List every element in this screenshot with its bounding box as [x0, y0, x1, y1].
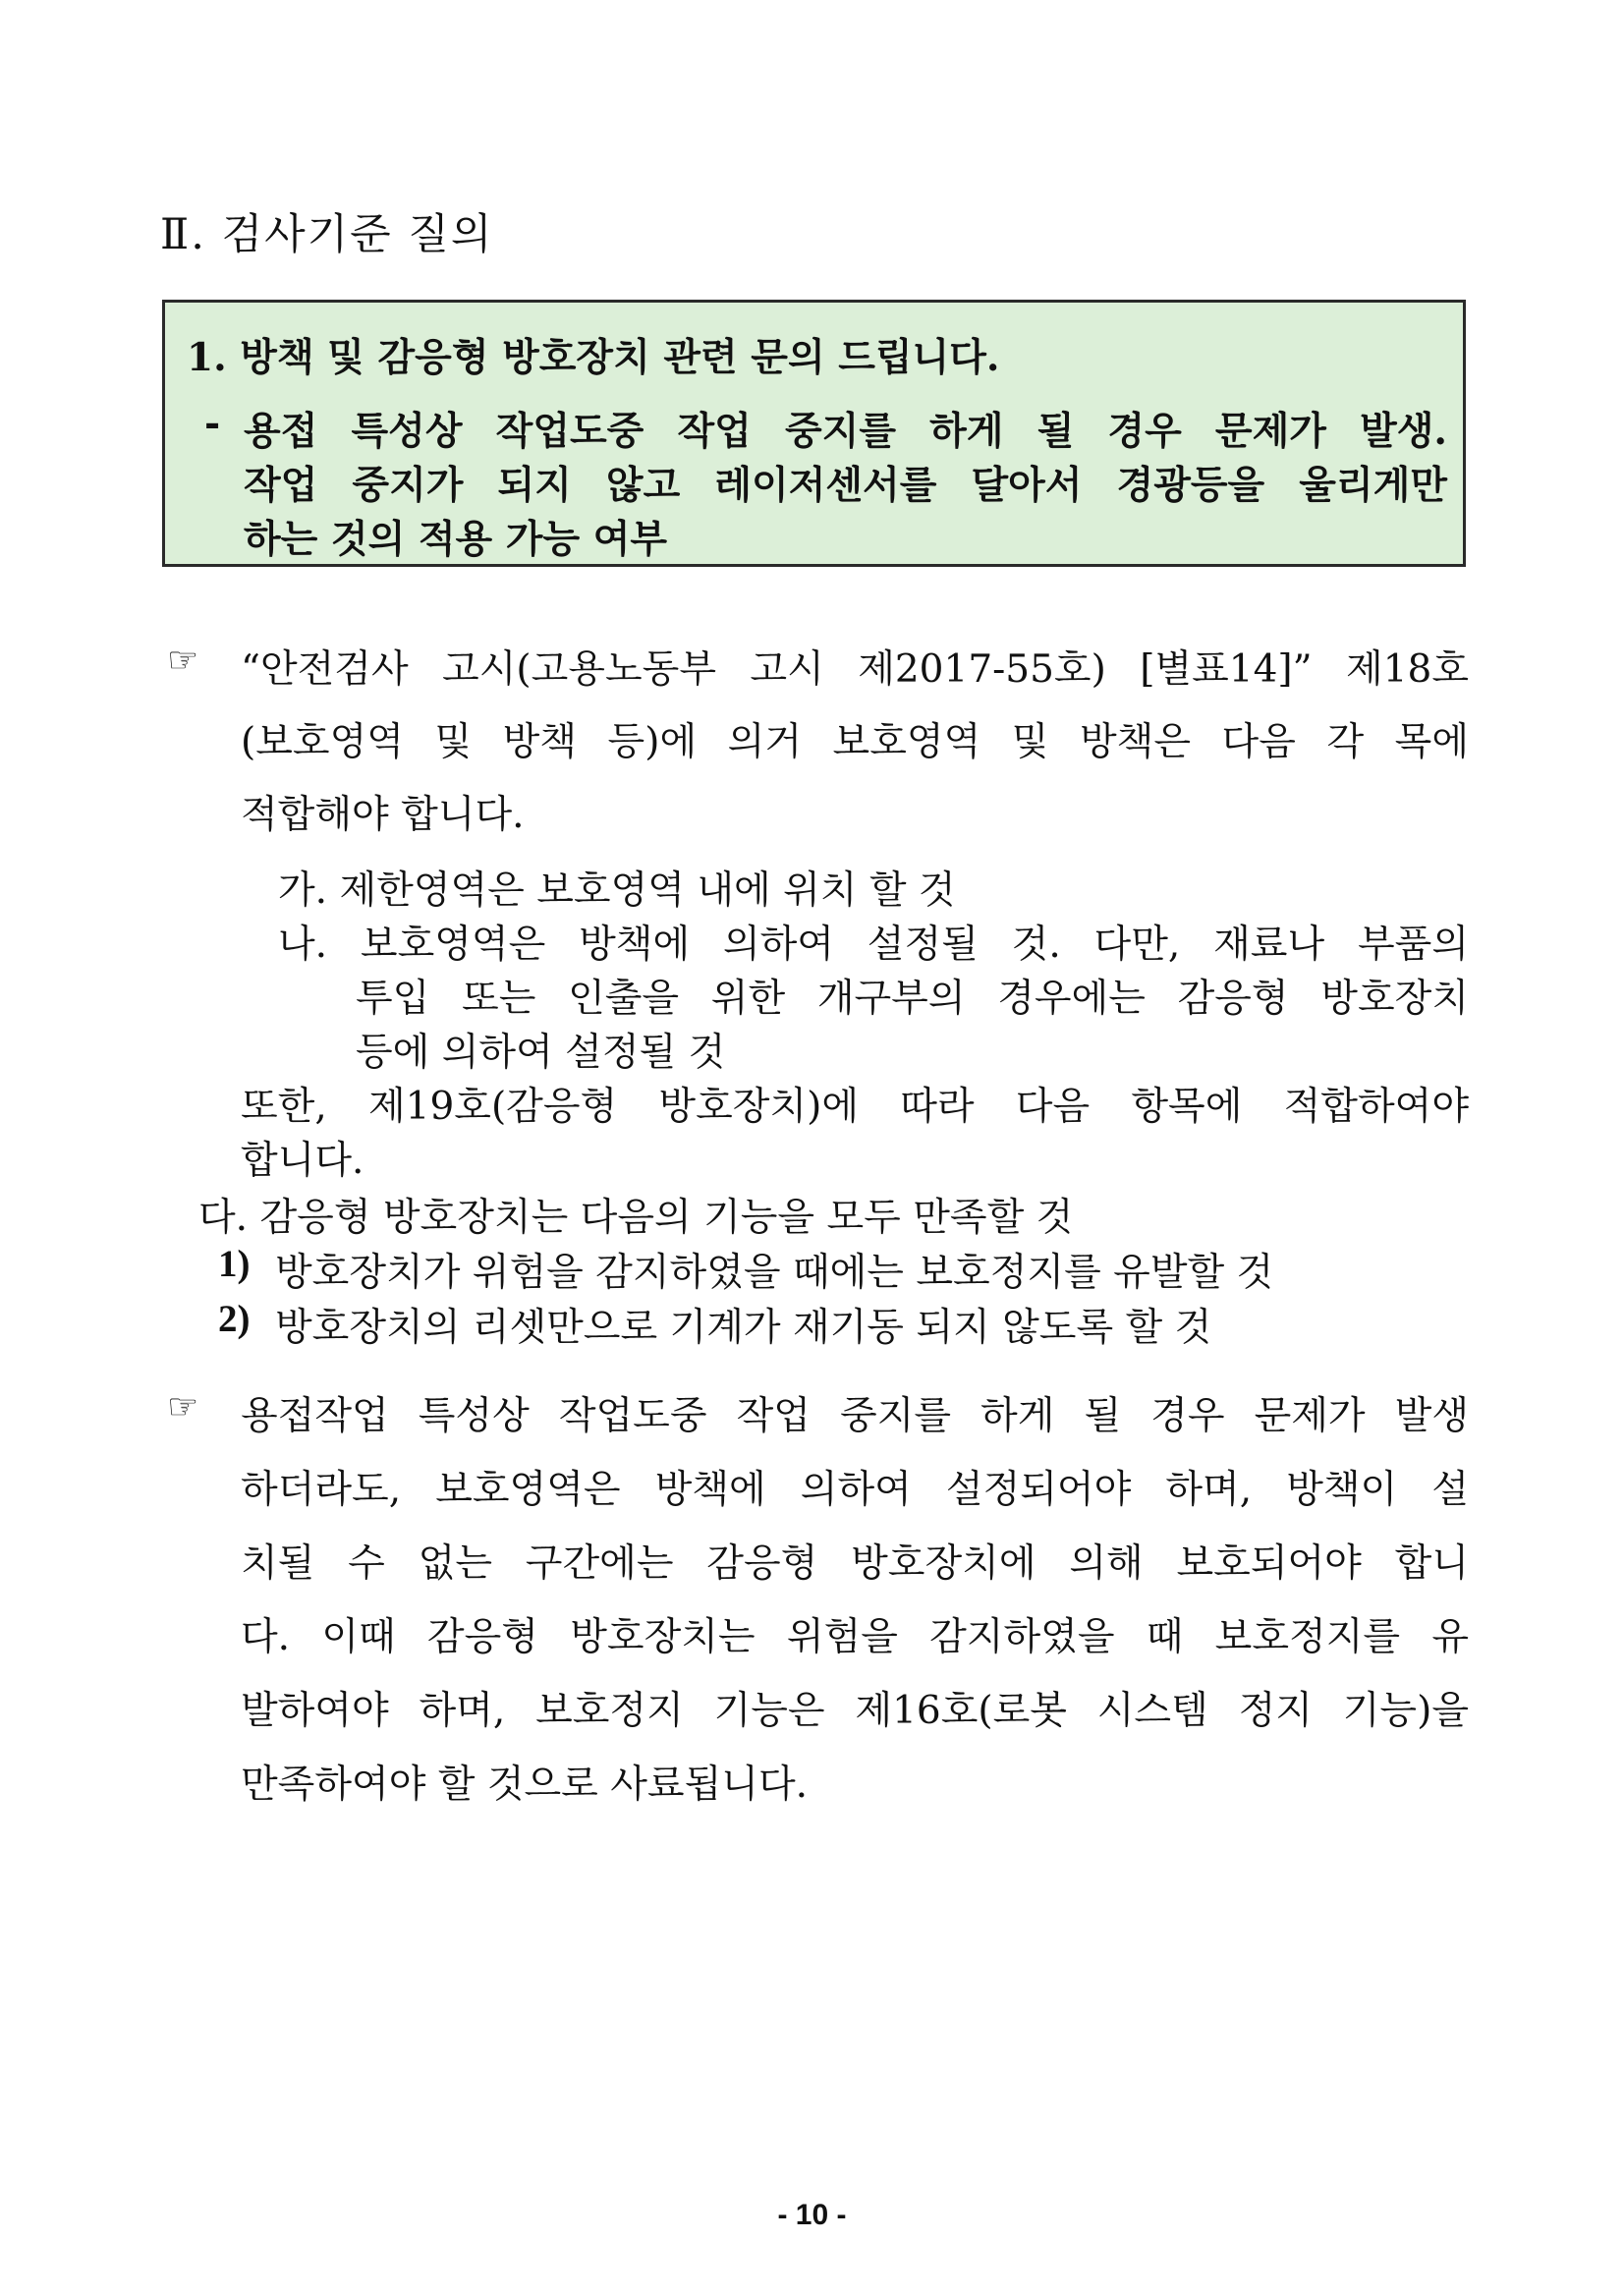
answer1-item-ga: 가. 제한영역은 보호영역 내에 위치 할 것	[278, 868, 956, 913]
section-title: Ⅱ. 검사기준 질의	[160, 210, 494, 259]
answer2-line-3: 치될 수 없는 구간에는 감응형 방호장치에 의해 보호되어야 합니	[241, 1541, 1469, 1586]
question-line-1: 용접 특성상 작업도중 작업 중지를 하게 될 경우 문제가 발생.	[244, 409, 1447, 454]
question-line-2: 작업 중지가 되지 않고 레이저센서를 달아서 경광등을 울리게만	[244, 463, 1447, 508]
sub-item-2-number: 2)	[218, 1298, 251, 1340]
answer2-line-5: 발하여야 하며, 보호정지 기능은 제16호(로봇 시스템 정지 기능)을	[241, 1689, 1469, 1733]
answer1-line-1: “안전검사 고시(고용노동부 고시 제2017-55호) [별표14]” 제18호	[241, 647, 1469, 692]
answer2-line-4: 다. 이때 감응형 방호장치는 위험을 감지하였을 때 보호정지를 유	[241, 1615, 1469, 1659]
answer1-item-da: 다. 감응형 방호장치는 다음의 기능을 모두 만족할 것	[198, 1196, 1074, 1240]
answer1-line-3: 적합해야 합니다.	[241, 793, 525, 837]
answer1-item-na-cont-2: 등에 의하여 설정될 것	[356, 1031, 726, 1075]
sub-item-1-text: 방호장치가 위험을 감지하였을 때에는 보호정지를 유발할 것	[275, 1251, 1274, 1295]
pointer-icon: ☞	[167, 641, 199, 681]
question-box	[162, 300, 1466, 567]
question-dash: -	[204, 401, 221, 446]
answer1-item-na-cont-1: 투입 또는 인출을 위한 개구부의 경우에는 감응형 방호장치	[356, 977, 1469, 1021]
answer1-item-na: 나. 보호영역은 방책에 의하여 설정될 것. 다만, 재료나 부품의	[278, 923, 1469, 967]
question-line-3: 하는 것의 적용 가능 여부	[244, 517, 668, 562]
answer1-also-line-1: 또한, 제19호(감응형 방호장치)에 따라 다음 항목에 적합하여야	[241, 1085, 1469, 1129]
answer1-line-2: (보호영역 및 방책 등)에 의거 보호영역 및 방책은 다음 각 목에	[241, 720, 1469, 764]
answer2-line-6: 만족하여야 할 것으로 사료됩니다.	[241, 1763, 809, 1807]
question-title: 1. 방책 및 감응형 방호장치 관련 문의 드립니다.	[187, 335, 1000, 380]
answer1-also-line-2: 합니다.	[241, 1139, 364, 1183]
answer2-line-2: 하더라도, 보호영역은 방책에 의하여 설정되어야 하며, 방책이 설	[241, 1468, 1469, 1512]
sub-item-2-text: 방호장치의 리셋만으로 기계가 재기동 되지 않도록 할 것	[275, 1306, 1212, 1350]
pointer-icon: ☞	[167, 1387, 199, 1428]
answer2-line-1: 용접작업 특성상 작업도중 작업 중지를 하게 될 경우 문제가 발생	[241, 1394, 1469, 1438]
page-number: - 10 -	[777, 2199, 847, 2231]
sub-item-1-number: 1)	[218, 1243, 251, 1285]
